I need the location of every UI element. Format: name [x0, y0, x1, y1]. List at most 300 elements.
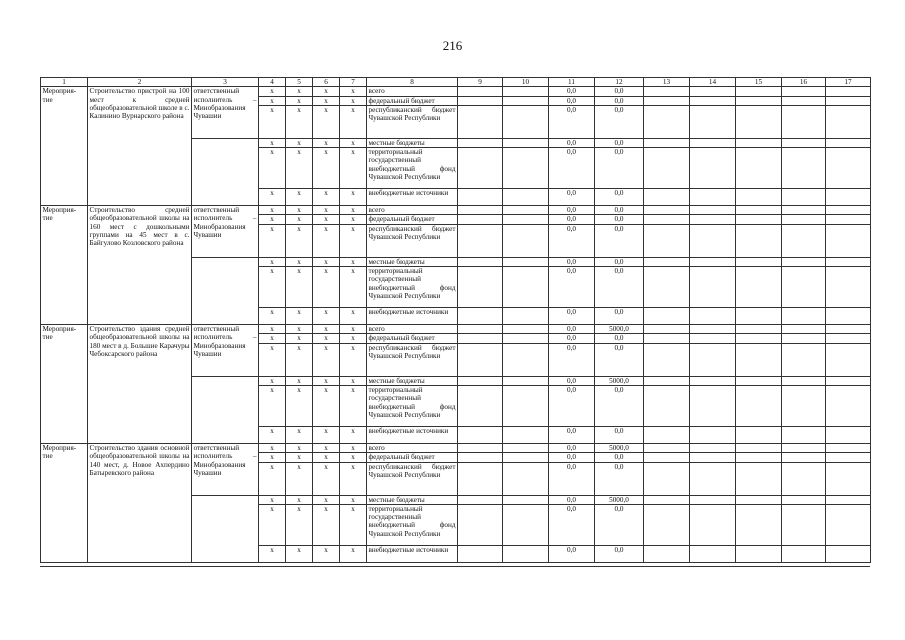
empty-cell — [690, 343, 736, 376]
empty-cell — [782, 443, 826, 452]
value-cell-col11: 0,0 — [549, 504, 595, 545]
empty-cell — [644, 257, 690, 266]
value-cell-col11: 0,0 — [549, 206, 595, 215]
value-cell-col11: 0,0 — [549, 189, 595, 206]
value-cell-col11: 0,0 — [549, 96, 595, 105]
empty-cell — [826, 334, 871, 343]
empty-cell — [503, 443, 549, 452]
value-cell-col12: 5000,0 — [595, 376, 644, 385]
empty-cell — [690, 87, 736, 96]
responsible-executor-cell: ответственный исполнитель – Минобразования Чувашии — [192, 206, 259, 258]
empty-cell — [736, 206, 782, 215]
value-cell-col12: 0,0 — [595, 87, 644, 96]
empty-cell — [458, 206, 503, 215]
code-cell: x — [340, 267, 367, 308]
code-cell: x — [340, 376, 367, 385]
value-cell-col11: 0,0 — [549, 148, 595, 189]
code-cell: x — [286, 148, 313, 189]
empty-cell — [826, 376, 871, 385]
empty-cell — [736, 87, 782, 96]
empty-cell — [644, 376, 690, 385]
empty-cell — [826, 426, 871, 443]
code-cell: x — [286, 308, 313, 325]
empty-cell — [458, 257, 503, 266]
empty-cell — [736, 267, 782, 308]
empty-cell — [458, 325, 503, 334]
code-cell: x — [313, 105, 340, 138]
empty-cell — [736, 343, 782, 376]
empty-cell — [503, 376, 549, 385]
funding-source-cell: местные бюджеты — [367, 376, 458, 385]
empty-cell — [736, 148, 782, 189]
empty-cell — [690, 376, 736, 385]
table-row — [41, 325, 871, 334]
code-cell: x — [259, 504, 286, 545]
code-cell: x — [313, 206, 340, 215]
empty-cell — [458, 105, 503, 138]
empty-cell — [690, 257, 736, 266]
code-cell: x — [286, 224, 313, 257]
code-cell: x — [340, 334, 367, 343]
code-cell: x — [340, 453, 367, 462]
code-cell: x — [286, 138, 313, 147]
empty-cell — [690, 224, 736, 257]
funding-source-cell: федеральный бюджет — [367, 215, 458, 224]
empty-cell — [644, 385, 690, 426]
code-cell: x — [313, 224, 340, 257]
empty-cell — [644, 462, 690, 495]
column-number: 2 — [88, 78, 192, 87]
code-cell: x — [340, 462, 367, 495]
code-cell: x — [259, 343, 286, 376]
empty-cell — [503, 495, 549, 504]
empty-cell — [458, 87, 503, 96]
code-cell: x — [313, 96, 340, 105]
empty-cell — [690, 215, 736, 224]
empty-cell — [503, 334, 549, 343]
empty-cell — [503, 105, 549, 138]
value-cell-col12: 0,0 — [595, 462, 644, 495]
value-cell-col12: 0,0 — [595, 385, 644, 426]
empty-cell — [826, 462, 871, 495]
empty-cell — [503, 308, 549, 325]
code-cell: x — [340, 105, 367, 138]
column-number: 17 — [826, 78, 871, 87]
empty-cell — [736, 334, 782, 343]
column-number: 6 — [313, 78, 340, 87]
code-cell: x — [313, 462, 340, 495]
code-cell: x — [340, 545, 367, 562]
code-cell: x — [286, 385, 313, 426]
value-cell-col12: 5000,0 — [595, 325, 644, 334]
empty-cell — [503, 325, 549, 334]
activity-name-cell: Строительство пристрой на 100 мест к средней общеобразовательной школе в с. Калинино Вурнарского района — [88, 87, 192, 206]
code-cell: x — [313, 545, 340, 562]
funding-source-cell: местные бюджеты — [367, 257, 458, 266]
empty-cell — [644, 426, 690, 443]
code-cell: x — [259, 257, 286, 266]
empty-cell — [690, 206, 736, 215]
empty-cell — [690, 462, 736, 495]
empty-cell — [644, 96, 690, 105]
empty-cell — [503, 138, 549, 147]
empty-cell — [826, 343, 871, 376]
responsible-executor-cell: ответственный исполнитель – Минобразования Чувашии — [192, 325, 259, 377]
empty-cell — [644, 267, 690, 308]
funding-source-cell: республиканский бюджет Чувашской Республики — [367, 462, 458, 495]
empty-cell — [644, 545, 690, 562]
code-cell: x — [313, 385, 340, 426]
value-cell-col11: 0,0 — [549, 257, 595, 266]
funding-source-cell: территориальный государственный внебюджетный фонд Чувашской Республики — [367, 385, 458, 426]
empty-cell — [782, 504, 826, 545]
code-cell: x — [313, 148, 340, 189]
empty-cell — [782, 308, 826, 325]
code-cell: x — [313, 443, 340, 452]
value-cell-col11: 0,0 — [549, 325, 595, 334]
code-cell: x — [286, 426, 313, 443]
activity-type-cell: Мероприя-тие — [41, 443, 88, 562]
empty-cell — [782, 343, 826, 376]
empty-cell — [644, 105, 690, 138]
empty-cell — [690, 148, 736, 189]
empty-cell — [644, 495, 690, 504]
code-cell: x — [340, 215, 367, 224]
code-cell: x — [259, 215, 286, 224]
empty-cell — [782, 495, 826, 504]
empty-cell — [644, 334, 690, 343]
empty-cell — [458, 308, 503, 325]
value-cell-col11: 0,0 — [549, 87, 595, 96]
value-cell-col12: 0,0 — [595, 267, 644, 308]
column-number: 12 — [595, 78, 644, 87]
funding-source-cell: всего — [367, 443, 458, 452]
funding-source-cell: внебюджетные источники — [367, 189, 458, 206]
empty-cell — [826, 385, 871, 426]
code-cell: x — [340, 87, 367, 96]
code-cell: x — [313, 426, 340, 443]
column-number: 15 — [736, 78, 782, 87]
empty-cell — [192, 138, 259, 205]
code-cell: x — [259, 148, 286, 189]
empty-cell — [782, 148, 826, 189]
column-number: 10 — [503, 78, 549, 87]
empty-cell — [690, 267, 736, 308]
responsible-executor-cell: ответственный исполнитель – Минобразования Чувашии — [192, 443, 259, 495]
code-cell: x — [340, 189, 367, 206]
code-cell: x — [259, 443, 286, 452]
value-cell-col11: 0,0 — [549, 385, 595, 426]
empty-cell — [736, 453, 782, 462]
value-cell-col11: 0,0 — [549, 215, 595, 224]
code-cell: x — [286, 267, 313, 308]
funding-source-cell: всего — [367, 206, 458, 215]
code-cell: x — [259, 453, 286, 462]
value-cell-col11: 0,0 — [549, 343, 595, 376]
activity-type-cell: Мероприя-тие — [41, 325, 88, 444]
funding-source-cell: федеральный бюджет — [367, 453, 458, 462]
empty-cell — [690, 443, 736, 452]
activity-type-cell: Мероприя-тие — [41, 87, 88, 206]
empty-cell — [690, 325, 736, 334]
empty-cell — [503, 206, 549, 215]
empty-cell — [458, 545, 503, 562]
code-cell: x — [259, 426, 286, 443]
code-cell: x — [286, 443, 313, 452]
code-cell: x — [313, 376, 340, 385]
table-row — [41, 443, 871, 452]
funding-source-cell: внебюджетные источники — [367, 426, 458, 443]
code-cell: x — [340, 443, 367, 452]
activity-name-cell: Строительство здания средней общеобразовательной школы на 180 мест в д. Большие Карачуры Чебоксарского района — [88, 325, 192, 444]
empty-cell — [644, 148, 690, 189]
value-cell-col11: 0,0 — [549, 453, 595, 462]
empty-cell — [736, 96, 782, 105]
empty-cell — [826, 96, 871, 105]
empty-cell — [644, 206, 690, 215]
empty-cell — [458, 224, 503, 257]
value-cell-col11: 0,0 — [549, 224, 595, 257]
code-cell: x — [259, 224, 286, 257]
empty-cell — [782, 545, 826, 562]
code-cell: x — [259, 376, 286, 385]
code-cell: x — [286, 96, 313, 105]
code-cell: x — [313, 257, 340, 266]
column-number: 8 — [367, 78, 458, 87]
empty-cell — [690, 495, 736, 504]
code-cell: x — [259, 206, 286, 215]
code-cell: x — [286, 189, 313, 206]
empty-cell — [782, 257, 826, 266]
funding-source-cell: республиканский бюджет Чувашской Республики — [367, 343, 458, 376]
empty-cell — [826, 257, 871, 266]
value-cell-col11: 0,0 — [549, 426, 595, 443]
value-cell-col12: 5000,0 — [595, 495, 644, 504]
empty-cell — [503, 87, 549, 96]
column-number: 5 — [286, 78, 313, 87]
empty-cell — [736, 224, 782, 257]
code-cell: x — [313, 138, 340, 147]
empty-cell — [458, 495, 503, 504]
empty-cell — [826, 325, 871, 334]
column-number: 13 — [644, 78, 690, 87]
empty-cell — [782, 189, 826, 206]
code-cell: x — [259, 495, 286, 504]
funding-source-cell: территориальный государственный внебюджетный фонд Чувашской Республики — [367, 267, 458, 308]
empty-cell — [458, 504, 503, 545]
empty-cell — [736, 376, 782, 385]
empty-cell — [826, 308, 871, 325]
empty-cell — [690, 105, 736, 138]
empty-cell — [690, 385, 736, 426]
code-cell: x — [340, 325, 367, 334]
empty-cell — [782, 206, 826, 215]
empty-cell — [458, 343, 503, 376]
empty-cell — [503, 189, 549, 206]
code-cell: x — [259, 462, 286, 495]
value-cell-col11: 0,0 — [549, 267, 595, 308]
empty-cell — [644, 443, 690, 452]
value-cell-col12: 0,0 — [595, 189, 644, 206]
table-bottom-rule — [40, 566, 870, 567]
code-cell: x — [259, 87, 286, 96]
empty-cell — [644, 138, 690, 147]
empty-cell — [644, 215, 690, 224]
funding-source-cell: республиканский бюджет Чувашской Республики — [367, 105, 458, 138]
code-cell: x — [313, 334, 340, 343]
column-number: 11 — [549, 78, 595, 87]
empty-cell — [826, 105, 871, 138]
empty-cell — [736, 504, 782, 545]
empty-cell — [690, 426, 736, 443]
empty-cell — [690, 96, 736, 105]
empty-cell — [458, 189, 503, 206]
code-cell: x — [313, 495, 340, 504]
empty-cell — [644, 308, 690, 325]
empty-cell — [736, 443, 782, 452]
value-cell-col12: 0,0 — [595, 504, 644, 545]
empty-cell — [826, 148, 871, 189]
column-number: 16 — [782, 78, 826, 87]
code-cell: x — [340, 385, 367, 426]
empty-cell — [503, 215, 549, 224]
code-cell: x — [313, 87, 340, 96]
empty-cell — [826, 495, 871, 504]
funding-source-cell: местные бюджеты — [367, 495, 458, 504]
code-cell: x — [286, 334, 313, 343]
code-cell: x — [340, 206, 367, 215]
activity-name-cell: Строительство средней общеобразовательной школы на 160 мест с дошкольными группами на 45 мест в с. Байгулово Козловского района — [88, 206, 192, 325]
column-number: 14 — [690, 78, 736, 87]
funding-source-cell: федеральный бюджет — [367, 96, 458, 105]
empty-cell — [782, 385, 826, 426]
code-cell: x — [340, 504, 367, 545]
value-cell-col12: 0,0 — [595, 105, 644, 138]
empty-cell — [736, 385, 782, 426]
value-cell-col12: 0,0 — [595, 138, 644, 147]
empty-cell — [644, 504, 690, 545]
activity-name-cell: Строительство здания основной общеобразовательной школы на 140 мест, д. Новое Ахпердино Батыревского района — [88, 443, 192, 562]
code-cell: x — [340, 148, 367, 189]
empty-cell — [782, 224, 826, 257]
empty-cell — [644, 87, 690, 96]
empty-cell — [644, 453, 690, 462]
value-cell-col12: 0,0 — [595, 148, 644, 189]
empty-cell — [826, 87, 871, 96]
code-cell: x — [313, 325, 340, 334]
value-cell-col12: 0,0 — [595, 453, 644, 462]
value-cell-col11: 0,0 — [549, 462, 595, 495]
empty-cell — [503, 267, 549, 308]
value-cell-col12: 0,0 — [595, 334, 644, 343]
value-cell-col12: 0,0 — [595, 426, 644, 443]
empty-cell — [782, 453, 826, 462]
empty-cell — [782, 215, 826, 224]
empty-cell — [503, 96, 549, 105]
empty-cell — [782, 105, 826, 138]
value-cell-col11: 0,0 — [549, 376, 595, 385]
empty-cell — [782, 462, 826, 495]
empty-cell — [736, 495, 782, 504]
responsible-executor-cell: ответственный исполнитель – Минобразования Чувашии — [192, 87, 259, 139]
funding-source-cell: федеральный бюджет — [367, 334, 458, 343]
code-cell: x — [313, 308, 340, 325]
code-cell: x — [313, 343, 340, 376]
empty-cell — [690, 504, 736, 545]
empty-cell — [736, 105, 782, 138]
empty-cell — [503, 385, 549, 426]
code-cell: x — [259, 138, 286, 147]
empty-cell — [736, 215, 782, 224]
funding-source-cell: всего — [367, 325, 458, 334]
table-row — [41, 206, 871, 215]
empty-cell — [458, 376, 503, 385]
empty-cell — [736, 257, 782, 266]
empty-cell — [690, 138, 736, 147]
value-cell-col12: 0,0 — [595, 308, 644, 325]
code-cell: x — [286, 206, 313, 215]
empty-cell — [826, 267, 871, 308]
value-cell-col12: 0,0 — [595, 343, 644, 376]
empty-cell — [644, 224, 690, 257]
empty-cell — [736, 138, 782, 147]
value-cell-col12: 0,0 — [595, 257, 644, 266]
value-cell-col12: 0,0 — [595, 206, 644, 215]
empty-cell — [826, 215, 871, 224]
value-cell-col12: 0,0 — [595, 215, 644, 224]
empty-cell — [782, 138, 826, 147]
code-cell: x — [286, 215, 313, 224]
empty-cell — [736, 545, 782, 562]
code-cell: x — [286, 376, 313, 385]
empty-cell — [503, 453, 549, 462]
column-number-row — [41, 78, 871, 87]
empty-cell — [503, 462, 549, 495]
code-cell: x — [259, 308, 286, 325]
empty-cell — [782, 87, 826, 96]
code-cell: x — [259, 267, 286, 308]
empty-cell — [826, 206, 871, 215]
empty-cell — [782, 376, 826, 385]
empty-cell — [458, 215, 503, 224]
code-cell: x — [313, 267, 340, 308]
value-cell-col11: 0,0 — [549, 545, 595, 562]
funding-source-cell: республиканский бюджет Чувашской Республики — [367, 224, 458, 257]
funding-source-cell: местные бюджеты — [367, 138, 458, 147]
code-cell: x — [340, 138, 367, 147]
value-cell-col12: 0,0 — [595, 224, 644, 257]
code-cell: x — [259, 325, 286, 334]
value-cell-col12: 0,0 — [595, 96, 644, 105]
code-cell: x — [340, 426, 367, 443]
code-cell: x — [340, 495, 367, 504]
code-cell: x — [313, 215, 340, 224]
empty-cell — [458, 453, 503, 462]
value-cell-col11: 0,0 — [549, 105, 595, 138]
column-number: 4 — [259, 78, 286, 87]
value-cell-col12: 5000,0 — [595, 443, 644, 452]
empty-cell — [736, 325, 782, 334]
empty-cell — [458, 96, 503, 105]
empty-cell — [782, 334, 826, 343]
empty-cell — [458, 385, 503, 426]
empty-cell — [690, 453, 736, 462]
empty-cell — [736, 426, 782, 443]
empty-cell — [690, 189, 736, 206]
page-number: 216 — [442, 38, 463, 53]
code-cell: x — [286, 105, 313, 138]
empty-cell — [736, 189, 782, 206]
